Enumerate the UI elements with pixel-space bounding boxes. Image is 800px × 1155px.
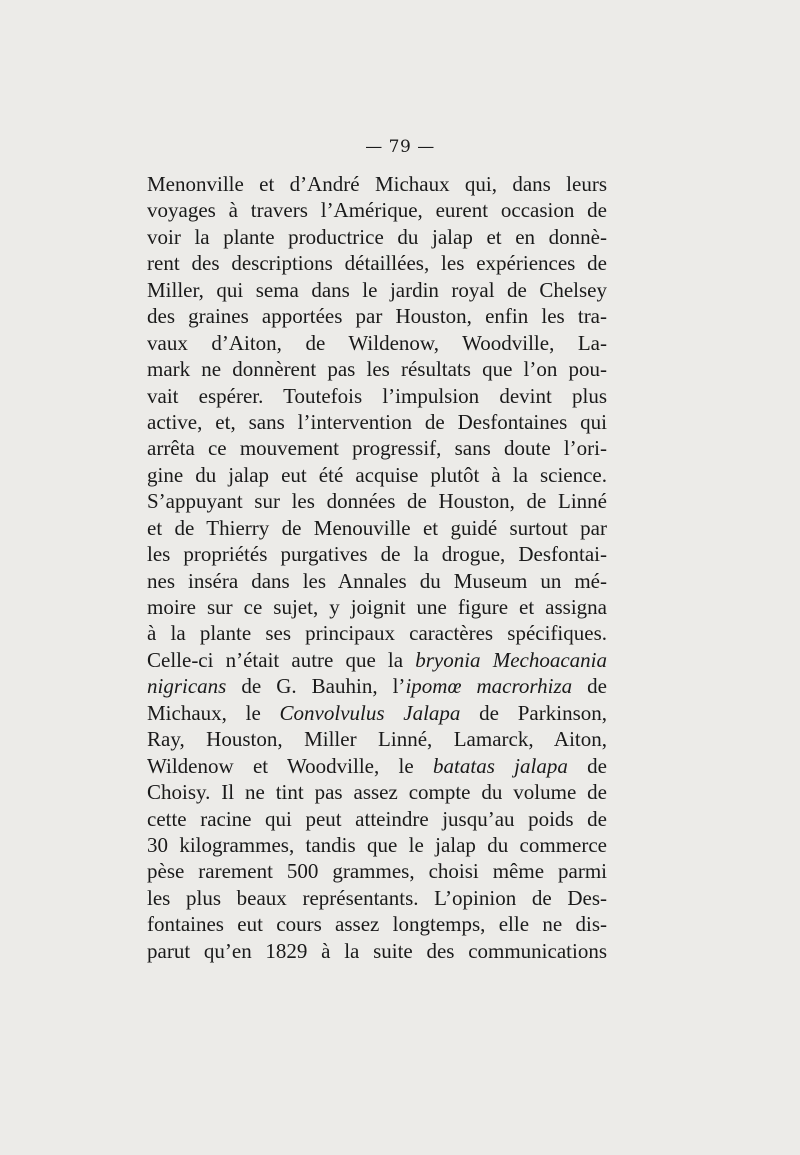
text-segment: arrêta ce mouvement progressif, sans doute l’ori- — [147, 436, 607, 461]
text-line — [147, 832, 607, 858]
text-segment: les propriétés purgatives de la drogue, Desfontai- — [147, 542, 607, 567]
text-segment: parut qu’en 1829 à la suite des communications — [147, 938, 607, 963]
text-line — [147, 647, 607, 673]
text-segment: active, et, sans l’intervention de Desfontaines qui — [147, 409, 607, 434]
text-line — [147, 726, 607, 752]
text-segment: S’appuyant sur les données de Houston, de Linné — [147, 489, 607, 514]
text-line — [147, 885, 607, 911]
text-segment: Wildenow et Woodville, le — [147, 753, 434, 778]
text-segment: vaux d’Aiton, de Wildenow, Woodville, La- — [147, 330, 607, 355]
italic-text: bryonia Mechoacania — [415, 647, 607, 672]
text-segment: Michaux, le — [147, 700, 280, 725]
text-line — [147, 515, 607, 541]
text-line — [147, 779, 607, 805]
text-segment: pèse rarement 500 grammes, choisi même parmi — [147, 859, 607, 884]
text-segment: 30 kilogrammes, tandis que le jalap du commerce — [147, 832, 607, 857]
text-segment: les plus beaux représentants. L’opinion de Des- — [147, 885, 607, 910]
italic-text: nigricans — [147, 674, 227, 699]
text-segment: fontaines eut cours assez longtemps, elle ne dis- — [147, 912, 607, 937]
text-line — [147, 858, 607, 884]
text-line — [147, 700, 607, 726]
text-line — [147, 197, 607, 223]
text-line — [147, 753, 607, 779]
body-text — [147, 171, 607, 964]
text-segment: Choisy. Il ne tint pas assez compte du volume de — [147, 780, 607, 805]
text-segment: voyages à travers l’Amérique, eurent occasion de — [147, 198, 607, 223]
text-line — [147, 303, 607, 329]
italic-text: ipomœ macrorhiza — [405, 674, 573, 699]
text-line — [147, 409, 607, 435]
text-line — [147, 594, 607, 620]
text-segment: de G. Bauhin, l’ — [226, 674, 406, 699]
text-segment: Ray, Houston, Miller Linné, Lamarck, Aiton, — [147, 727, 607, 752]
text-segment: de Parkinson, — [460, 700, 607, 725]
text-segment: vait espérer. Toutefois l’impulsion devint plus — [147, 383, 607, 408]
text-line — [147, 383, 607, 409]
text-segment: moire sur ce sujet, y joignit une figure et assigna — [147, 595, 607, 619]
text-line — [147, 911, 607, 937]
text-line — [147, 435, 607, 461]
text-line — [147, 620, 607, 646]
italic-text: Convolvulus Jalapa — [279, 700, 461, 725]
text-segment: de — [572, 674, 608, 699]
text-segment: Miller, qui sema dans le jardin royal de Chelsey — [147, 277, 607, 302]
text-segment: Celle-ci n’était autre que la — [147, 647, 416, 672]
italic-text: batatas jalapa — [433, 753, 568, 778]
text-segment: rent des descriptions détaillées, les expériences de — [147, 251, 607, 276]
text-line — [147, 250, 607, 276]
text-line — [147, 541, 607, 567]
text-segment: nes inséra dans les Annales du Museum un mé- — [147, 568, 607, 593]
text-line — [147, 462, 607, 488]
text-line — [147, 224, 607, 250]
text-segment: à la plante ses principaux caractères spécifiques. — [147, 621, 607, 646]
text-line — [147, 277, 607, 303]
text-segment: des graines apportées par Houston, enfin les tra- — [147, 304, 607, 329]
text-segment: gine du jalap eut été acquise plutôt à la science. — [147, 462, 607, 487]
text-line — [147, 171, 607, 197]
text-line — [147, 488, 607, 514]
page-number: — 79 — — [365, 137, 435, 157]
text-line — [147, 330, 607, 356]
text-segment: cette racine qui peut atteindre jusqu’au poids de — [147, 806, 607, 831]
text-segment: Menonville et d’André Michaux qui, dans leurs — [147, 172, 607, 196]
text-segment: mark ne donnèrent pas les résultats que l’on pou- — [147, 357, 607, 382]
text-line — [147, 673, 607, 699]
text-segment: de — [567, 753, 607, 778]
text-line — [147, 568, 607, 594]
text-segment: voir la plante productrice du jalap et en donnè- — [147, 224, 607, 249]
text-line — [147, 356, 607, 382]
text-line — [147, 938, 607, 964]
text-line — [147, 806, 607, 832]
text-segment: et de Thierry de Menouville et guidé surtout par — [147, 515, 607, 540]
